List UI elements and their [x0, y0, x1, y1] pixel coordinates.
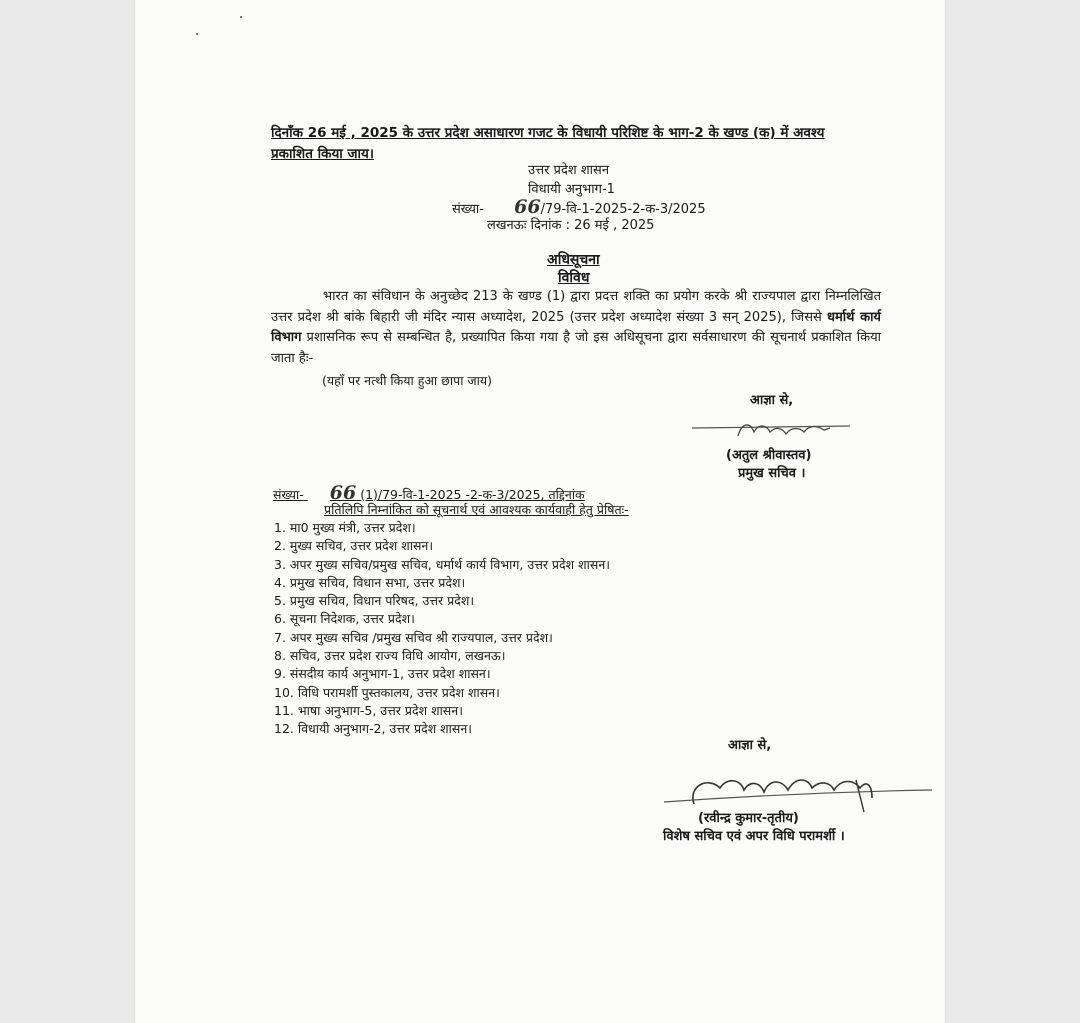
signature2-order: आज्ञा से,	[728, 738, 772, 753]
gazette-instruction-line2: प्रकाशित किया जाय।	[271, 146, 374, 162]
copy-intro: प्रतिलिपि निम्नांकित को सूचनार्थ एवं आवश्यक कार्यवाही हेतु प्रेषितः-	[324, 502, 629, 517]
recipient-item: 5. प्रमुख सचिव, विधान परिषद, उत्तर प्रदेश।	[274, 593, 475, 609]
recipient-list	[274, 519, 610, 739]
recipient-item: 10. विधि परामर्शी पुस्तकालय, उत्तर प्रदेश शासन।	[274, 684, 500, 700]
recipient-item: 4. प्रमुख सचिव, विधान सभा, उत्तर प्रदेश।	[274, 574, 466, 590]
notice-body	[271, 287, 881, 369]
notice-attachment-note: (यहाँ पर नत्थी किया हुआ छापा जाय)	[322, 373, 493, 388]
signature1-designation: प्रमुख सचिव ।	[738, 466, 806, 481]
signature2-designation: विशेष सचिव एवं अपर विधि परामर्शी ।	[663, 829, 845, 844]
place-date: लखनऊः दिनांक : 26 मई , 2025	[487, 218, 655, 233]
recipient-item: 3. अपर मुख्य सचिव/प्रमुख सचिव, धर्मार्थ कार्य विभाग, उत्तर प्रदेश शासन।	[274, 556, 611, 572]
signature1-order: आज्ञा से,	[750, 393, 794, 408]
order-number-rest: /79-वि-1-2025-2-क-3/2025	[540, 202, 706, 217]
order-number-label: संख्या-	[452, 202, 484, 217]
recipient-item: 7. अपर मुख्य सचिव /प्रमुख सचिव श्री राज्यपाल, उत्तर प्रदेश।	[274, 629, 553, 645]
copy-number-handwritten: 66	[329, 482, 357, 504]
recipient-item: 12. विधायी अनुभाग-2, उत्तर प्रदेश शासन।	[274, 721, 473, 737]
order-number-handwritten: 66	[514, 196, 541, 218]
signature2-name: (रवीन्द्र कुमार-तृतीय)	[698, 811, 799, 826]
notice-body-department: धर्मार्थ कार्य विभाग	[271, 309, 881, 345]
signature1-name: (अतुल श्रीवास्तव)	[726, 448, 812, 463]
gazette-instruction-line1: दिनाँक 26 मई , 2025 के उत्तर प्रदेश असाधारण गजट के विधायी परिशिष्ट के भाग-2 के खण्ड (क) में अवश्य	[271, 125, 825, 141]
scan-speck	[240, 16, 242, 18]
notice-title: अधिसूचना	[547, 252, 600, 268]
section-name: विधायी अनुभाग-1	[528, 182, 615, 197]
government-name: उत्तर प्रदेश शासन	[528, 163, 610, 178]
notice-subtitle: विविध	[558, 270, 590, 286]
copy-number-label: संख्या-	[273, 487, 304, 502]
recipient-item: 9. संसदीय कार्य अनुभाग-1, उत्तर प्रदेश शासन।	[274, 666, 491, 682]
signature1-handwriting	[690, 416, 860, 442]
notice-body-part1: भारत का संविधान के अनुच्छेद 213 के खण्ड (1) द्वारा प्रदत्त शक्ति का प्रयोग करके श्री राज्यपाल द्वारा निम्नलिखित उत्तर प्रदेश श्री बांके बिहारी जी मंदिर न्यास अध्यादेश, 2025 (उत्तर प्रदेश अध्यादेश संख्या 3 सन् 2025), जिससे	[271, 289, 881, 325]
recipient-item: 11. भाषा अनुभाग-5, उत्तर प्रदेश शासन।	[274, 702, 463, 718]
copy-number-rest: (1)/79-वि-1-2025 -2-क-3/2025, तद्दिनांक	[360, 487, 585, 502]
notice-body-part2: प्रशासनिक रूप से सम्बन्धित है, प्रख्यापित किया गया है जो इस अधिसूचना द्वारा सर्वसाधारण की सूचनार्थ प्रकाशित किया जाता हैः-	[271, 330, 881, 366]
scan-speck	[196, 33, 198, 35]
recipient-item: 2. मुख्य सचिव, उत्तर प्रदेश शासन।	[274, 538, 434, 554]
recipient-item: 8. सचिव, उत्तर प्रदेश राज्य विधि आयोग, लखनऊ।	[274, 648, 506, 664]
recipient-item: 6. सूचना निदेशक, उत्तर प्रदेश।	[274, 611, 415, 627]
recipient-item: 1. मा0 मुख्य मंत्री, उत्तर प्रदेश।	[274, 520, 416, 535]
